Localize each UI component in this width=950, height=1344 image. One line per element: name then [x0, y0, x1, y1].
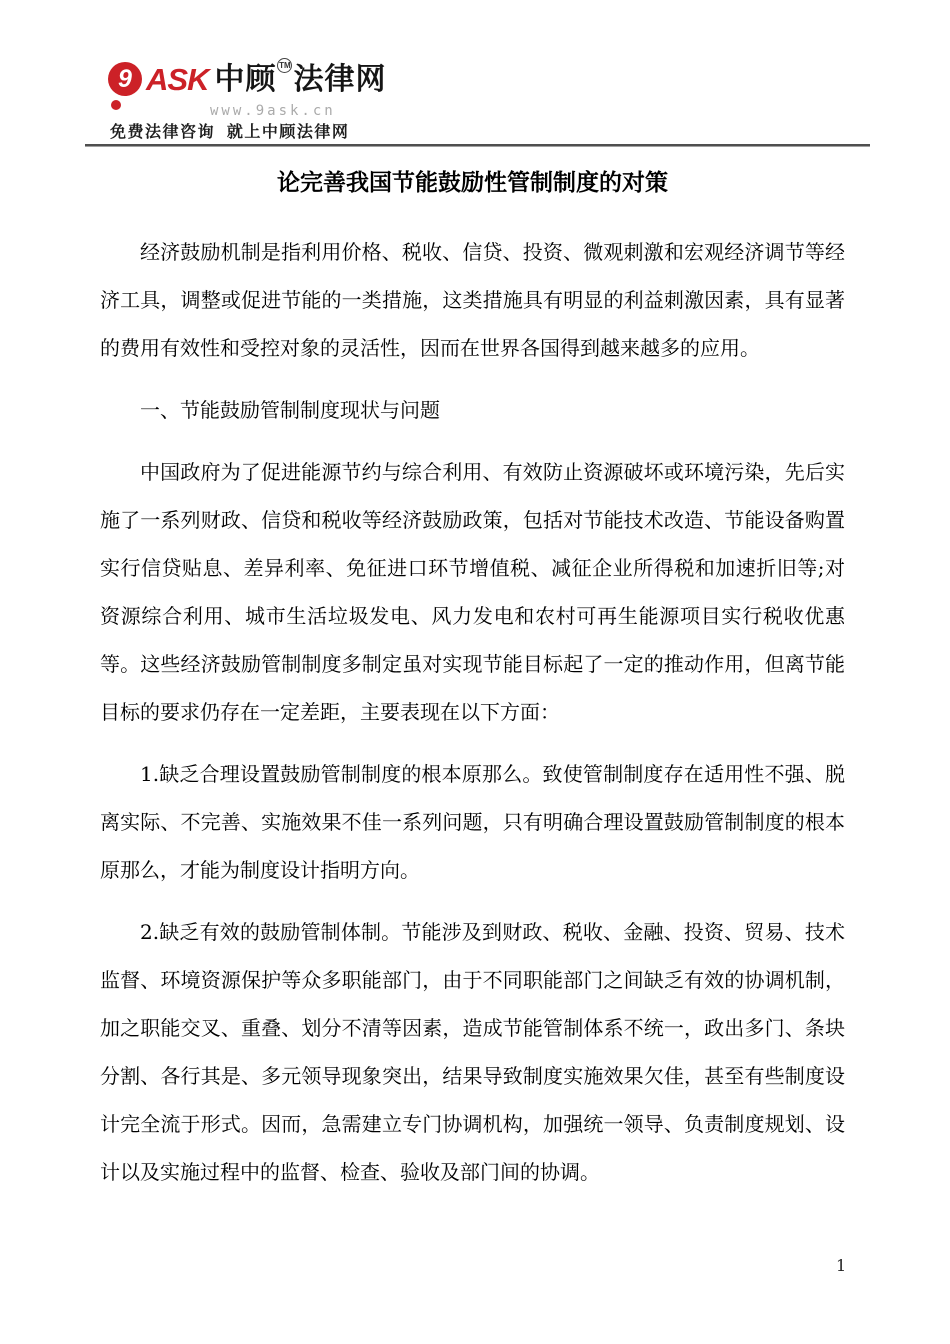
section-heading: 一、节能鼓励管制制度现状与问题	[140, 398, 440, 422]
9ask-logo-icon	[108, 62, 148, 112]
logo-brand-text	[214, 62, 386, 98]
document-title: 论完善我国节能鼓励性管制制度的对策	[277, 169, 668, 196]
logo-ask-text: ASK	[146, 62, 209, 97]
logo-question-dot	[111, 100, 121, 110]
logo-url: www.9ask.cn	[210, 103, 336, 119]
logo-brand-chars: 中顾	[214, 63, 277, 96]
trademark-icon: TM	[277, 58, 292, 73]
document-body	[100, 160, 845, 1210]
page-number: 1	[836, 1256, 847, 1275]
logo-suffix-text: 法律网	[293, 63, 387, 96]
paragraph: 中国政府为了促进能源节约与综合利用、有效防止资源破坏或环境污染，先后实施了一系列财政、信贷和税收等经济鼓励政策，包括对节能技术改造、节能设备购置实行信贷贴息、差异利率、免征进口环节增值税、减征企业所得税和加速折旧等;对资源综合利用、城市生活垃圾发电、风力发电和农村可再生能源项目实行税收优惠等。这些经济鼓励管制制度多制定虽对实现节能目标起了一定的推动作用，但离节能目标的要求仍存在一定差距，主要表现在以下方面：	[100, 460, 845, 724]
paragraph: 2.缺乏有效的鼓励管制体制。节能涉及到财政、税收、金融、投资、贸易、技术监督、环境资源保护等众多职能部门，由于不同职能部门之间缺乏有效的协调机制，加之职能交叉、重叠、划分不清等因素，造成节能管制体系不统一，政出多门、条块分割、各行其是、多元领导现象突出，结果导致制度实施效果欠佳，甚至有些制度设计完全流于形式。因而，急需建立专门协调机构，加强统一领导、负责制度规划、设计以及实施过程中的监督、检查、验收及部门间的协调。	[100, 920, 845, 1184]
paragraph: 1.缺乏合理设置鼓励管制制度的根本原那么。致使管制制度存在适用性不强、脱离实际、不完善、实施效果不佳一系列问题，只有明确合理设置鼓励管制制度的根本原那么，才能为制度设计指明方向。	[100, 762, 845, 882]
header-divider	[85, 144, 870, 147]
paragraph: 经济鼓励机制是指利用价格、税收、信贷、投资、微观刺激和宏观经济调节等经济工具，调整或促进节能的一类措施，这类措施具有明显的利益刺激因素，具有显著的费用有效性和受控对象的灵活性，因而在世界各国得到越来越多的应用。	[100, 240, 845, 360]
page-header	[108, 62, 528, 142]
logo-nine-glyph: 9	[108, 62, 142, 96]
logo-tagline: 免费法律咨询 就上中顾法律网	[110, 124, 350, 141]
